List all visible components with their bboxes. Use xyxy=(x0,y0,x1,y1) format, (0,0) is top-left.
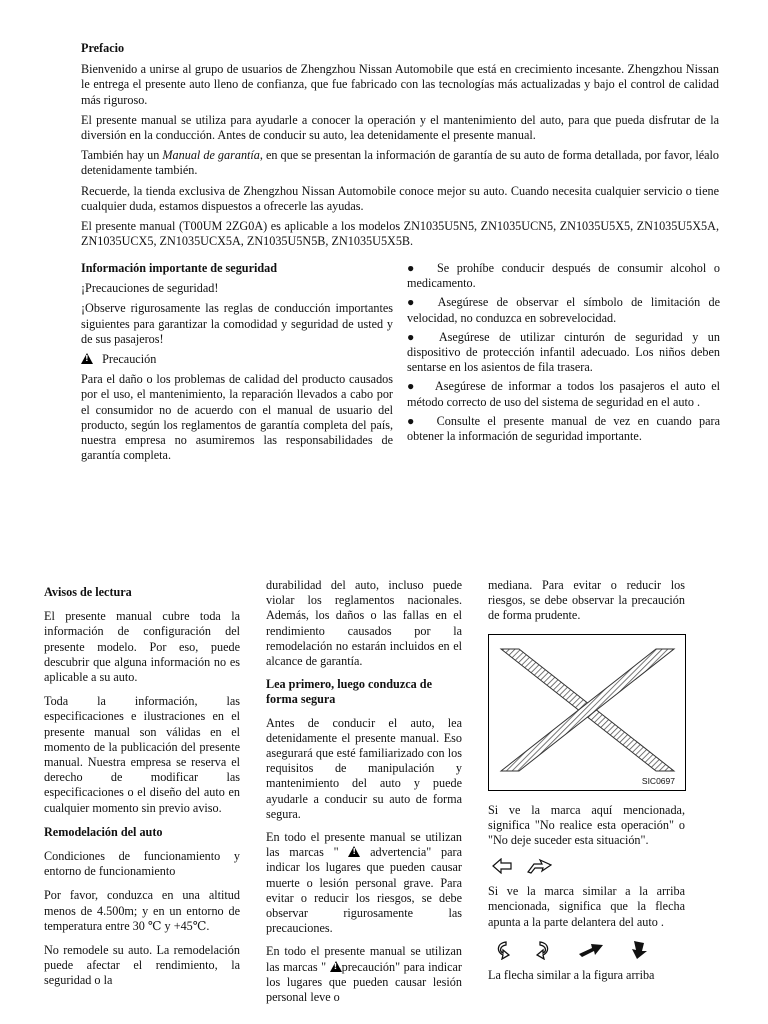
bullet-icon: ● xyxy=(407,329,421,344)
safety-bullets xyxy=(407,261,720,444)
reading-notes-paragraph-2: Toda la información, las especificaciones e ilustraciones en el presente manual son válidas en el momento de la publicación del presente manual. Nuestra empresa se reserva el derecho de modificar las especificaciones o el diseño del auto en cualquier momento sin previo aviso. xyxy=(44,694,240,815)
curved-left-arrow-icon xyxy=(494,940,510,960)
solid-down-arrow-icon xyxy=(630,940,648,960)
reading-notes-paragraph-1: El presente manual cubre toda la información de configuración del presente modelo. Por eso, puede descubrir que alguna información no es aplicable a su auto. xyxy=(44,609,240,685)
warranty-manual-title: Manual de garantía xyxy=(162,148,260,163)
arrow-figure-paragraph: La flecha similar a la figura arriba xyxy=(488,967,655,982)
preface-title: Prefacio xyxy=(81,41,125,55)
preface-paragraph-2: El presente manual se utiliza para ayudarle a conocer la operación y el mantenimiento del auto, para que pueda disfrutar de la diversión en la conducción. Antes de conducir su auto, lea detenidamente el presente manual. xyxy=(81,112,719,143)
safety-bullet: ● Consulte el presente manual de vez en cuando para obtener la información de seguridad importante. xyxy=(407,413,720,444)
column-3 xyxy=(488,578,685,983)
preface-paragraph-4: Recuerde, la tienda exclusiva de Zhengzhou Nissan Automobile conoce mejor su auto. Cuando necesita cualquier servicio o tiene cualquier duda, estamos dispuestos a ofrecerle las ayudas. xyxy=(81,183,719,213)
remodel-paragraph-3: No remodele su auto. La remodelación puede afectar el rendimiento, la seguridad o la xyxy=(44,943,240,988)
mark-meaning-paragraph: Si ve la marca aquí mencionada, significa "No realice esta operación" o "No deje suceder esta situación". xyxy=(488,802,685,848)
solid-up-right-arrow-icon xyxy=(578,940,604,958)
outline-up-right-arrow-icon xyxy=(526,858,552,874)
bullet-icon: ● xyxy=(407,261,419,275)
outline-left-arrow-icon xyxy=(492,858,512,874)
remodel-paragraph-1: Condiciones de funcionamiento y entorno de funcionamiento xyxy=(44,849,240,879)
safety-bullet: ● Asegúrese de utilizar cinturón de seguridad y un dispositivo de protección infantil adecuado. Los niños deben sentarse en los asientos de fila trasera. xyxy=(407,329,720,375)
warning-triangle-icon xyxy=(81,353,93,364)
preface-paragraph-1: Bienvenido a unirse al grupo de usuarios de Zhengzhou Nissan Automobile que está en crecimiento incesante. Zhengzhou Nissan le entrega el presente auto lleno de confianza, que fue fabricado con las tecnologías más actualizadas y bajo el control de calidad más riguroso. xyxy=(81,62,719,107)
read-first-paragraph-2: En todo el presente manual se utilizan las marcas " ! advertencia" para indicar los lugares que pueden causar muerte o lesión personal grave. Para evitar o reducir los riesgos, se debe observar rigurosamente las precauciones. xyxy=(266,830,462,936)
bullet-icon: ● xyxy=(407,295,420,310)
safety-left-column xyxy=(81,261,393,463)
direction-arrows xyxy=(488,940,685,960)
safety-bullet: ● Se prohíbe conducir después de consumir alcohol o medicamento. xyxy=(407,261,720,291)
safety-paragraph-2: ¡Observe rigurosamente las reglas de conducción importantes siguientes para garantizar la comodidad y seguridad de usted y de sus pasajeros! xyxy=(81,301,393,346)
column-1 xyxy=(44,585,240,989)
reading-notes-title: Avisos de lectura xyxy=(44,585,132,599)
caution-continuation: mediana. Para evitar o reducir los riesgos, se debe observar la precaución de forma prudente. xyxy=(488,578,685,623)
read-first-paragraph-3: En todo el presente manual se utilizan las marcas " !precaución" para indicar los lugares que pueden causar lesión personal leve o xyxy=(266,944,462,1005)
cross-mark-icon xyxy=(489,635,685,790)
curved-right-arrow-icon xyxy=(536,940,552,960)
outline-arrows xyxy=(488,858,685,874)
read-first-paragraph-1: Antes de conducir el auto, lea detenidamente el presente manual. Eso asegurará que esté familiarizado con los requisitos de manipulación y mantenimiento del auto y puede ayudarle a conducir su auto de forma segura. xyxy=(266,715,462,821)
safety-paragraph-1: ¡Precauciones de seguridad! xyxy=(81,281,219,296)
preface-section xyxy=(81,41,719,249)
safety-bullet: ● Asegúrese de observar el símbolo de limitación de velocidad, no conduzca en sobrevelocidad. xyxy=(407,295,720,325)
bullet-icon: ● xyxy=(407,413,419,428)
column-2 xyxy=(266,578,462,1005)
caution-triangle-icon xyxy=(330,961,342,972)
safety-paragraph-3: Para el daño o los problemas de calidad del producto causados por el uso, el mantenimiento, la reparación llevados a cabo por el consumidor no de acuerdo con el manual de usuario del producto, según los reglamentos de garantía completa del país, nuestra empresa no asumiremos las responsabilidades de garantía completa. xyxy=(81,372,393,463)
bullet-icon: ● xyxy=(407,379,417,394)
preface-paragraph-3: También hay un Manual de garantía, en que se presentan la información de garantía de su auto de forma detallada, por favor, léalo detenidamente también. xyxy=(81,148,720,178)
preface-paragraph-5: El presente manual (T00UM 2ZG0A) es aplicable a los modelos ZN1035U5N5, ZN1035UCN5, ZN1035U5X5, ZN1035U5X5A, ZN1035UCX5, ZN1035UCX5A, ZN1035U5N5B, ZN1035U5X5B. xyxy=(81,219,719,249)
durability-paragraph: durabilidad del auto, incluso puede violar los reglamentos nacionales. Además, los daños o las fallas en el rendimiento causados por la remodelación no estarán incluidos en el alcance de garantía. xyxy=(266,578,462,669)
safety-bullet: ● Asegúrese de informar a todos los pasajeros el auto el método correcto de uso del sistema de seguridad en el auto . xyxy=(407,379,720,409)
prohibited-mark-figure xyxy=(488,634,686,791)
safety-title: Información importante de seguridad xyxy=(81,261,278,275)
arrow-meaning-paragraph: Si ve la marca similar a la arriba mencionada, significa que la flecha apunta a la parte delantera del auto . xyxy=(488,884,685,929)
caution-heading: ! Precaución xyxy=(81,352,393,367)
figure-code-label: SIC0697 xyxy=(641,775,675,786)
remodel-paragraph-2: Por favor, conduzca en una altitud menos de 4.500m; y en un entorno de temperatura entre 30 ℃ y +45℃. xyxy=(44,888,240,933)
remodel-title: Remodelación del auto xyxy=(44,824,163,839)
warning-triangle-icon xyxy=(348,846,360,857)
read-first-title: Lea primero, luego conduzca de forma segura xyxy=(266,677,432,707)
